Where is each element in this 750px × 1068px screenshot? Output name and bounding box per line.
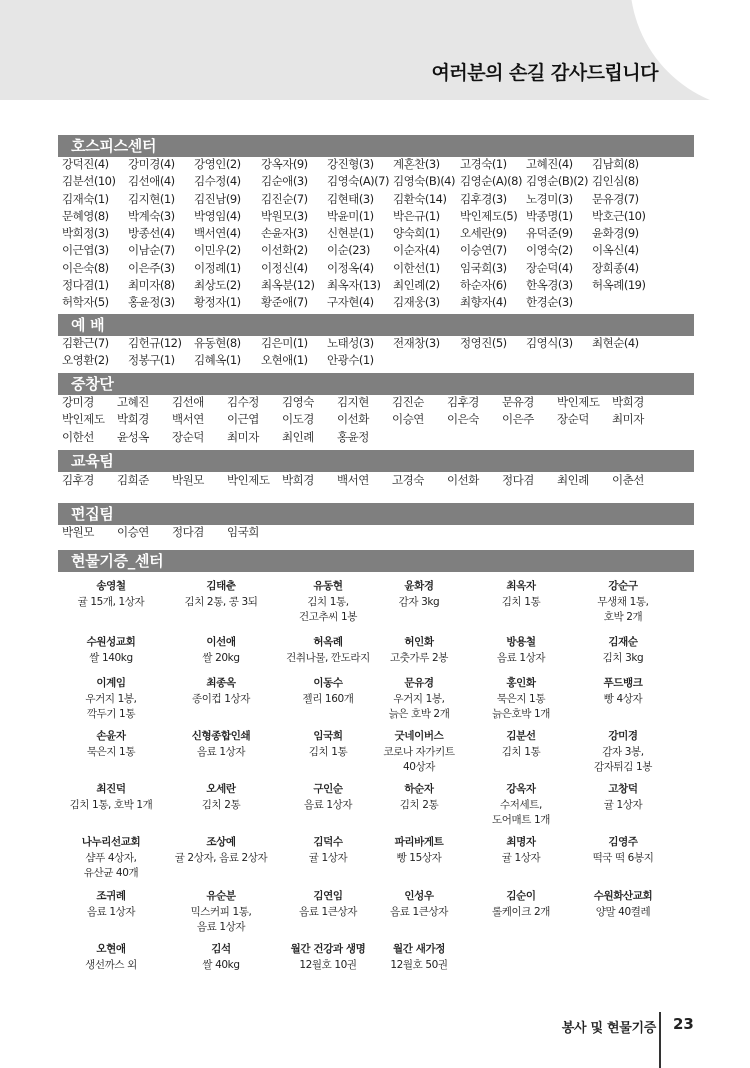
- donor-name: 강순구: [608, 580, 638, 592]
- volunteer-entry: 이선화(2): [261, 243, 308, 258]
- donor-item: 귤 1상자: [501, 851, 541, 864]
- donor-item: 감자 3봉,: [602, 745, 644, 758]
- donor-name: 허인화: [404, 636, 434, 648]
- donor-item: 귤 1상자: [308, 851, 348, 864]
- donor-name: 파리바게트: [394, 836, 444, 848]
- donor-item: 믹스커피 1통,: [190, 905, 252, 918]
- volunteer-entry: 윤화경(9): [592, 226, 639, 241]
- donor-item: 40상자: [402, 761, 436, 773]
- volunteer-entry: 박희경: [117, 412, 149, 427]
- donor-entry: [464, 835, 578, 866]
- page-number: 23: [673, 1015, 694, 1033]
- volunteer-entry: 박은규(1): [393, 208, 440, 223]
- volunteer-entry: 최미자: [227, 429, 259, 444]
- donor-item: 양말 40켤레: [595, 905, 651, 918]
- volunteer-entry: 허학자(5): [62, 295, 109, 310]
- donor-entry: [164, 579, 278, 610]
- volunteer-entry: 김헌규(12): [128, 336, 182, 350]
- header-corner-shape: [630, 0, 750, 100]
- donor-item: 김치 2통: [201, 798, 241, 811]
- donor-name: 김분선: [506, 730, 536, 742]
- donor-name: 임국희: [313, 730, 343, 742]
- volunteer-entry: 오영환(2): [62, 353, 109, 368]
- volunteer-entry: 홍윤정: [337, 429, 369, 444]
- volunteer-entry: 유덕준(9): [526, 226, 573, 241]
- donor-name: 이선애: [206, 636, 236, 648]
- donor-entry: [54, 635, 168, 666]
- donor-item: 김치 1통,: [307, 595, 349, 608]
- volunteer-entry: 손윤자(3): [261, 226, 308, 241]
- volunteer-entry: 이승연: [392, 412, 424, 427]
- donor-item: 빵 4상자: [603, 692, 643, 705]
- donor-name: 고창덕: [608, 783, 638, 795]
- donor-item: 김치 3kg: [602, 651, 644, 664]
- volunteer-entry: 최옥자(13): [327, 278, 381, 293]
- donor-item: 귤 1상자: [603, 798, 643, 811]
- volunteer-entry: 이영숙(2): [526, 243, 573, 258]
- donor-name: 나누리선교회: [81, 836, 141, 848]
- donor-item: 음료 1큰상자: [390, 905, 448, 918]
- donor-entry: [566, 889, 680, 920]
- donor-name: 유순분: [206, 890, 236, 902]
- volunteer-entry: 최인례(2): [393, 278, 440, 293]
- volunteer-entry: 박종명(1): [526, 208, 573, 223]
- donor-entry: [54, 676, 168, 723]
- volunteer-entry: 노경미(3): [526, 191, 573, 206]
- donor-item: 음료 1상자: [496, 651, 546, 664]
- donor-entry: [164, 676, 278, 707]
- donor-name: 김연임: [313, 890, 343, 902]
- volunteer-entry: 임국희: [227, 525, 259, 539]
- volunteer-entry: 김수정: [227, 395, 259, 409]
- donor-item: 귤 15개, 1상자: [77, 595, 145, 608]
- volunteer-entry: 문유경(7): [592, 191, 639, 206]
- donor-item: 빵 15상자: [396, 851, 442, 864]
- donor-name: 문유경: [404, 677, 434, 689]
- donor-entry: [362, 676, 476, 723]
- volunteer-entry: 구자현(4): [327, 295, 374, 310]
- donor-name: 최명자: [506, 836, 536, 848]
- volunteer-entry: 이순(23): [327, 243, 370, 258]
- donor-item: 12월호 10권: [299, 958, 357, 971]
- donor-entry: [164, 782, 278, 813]
- donor-item: 수저세트,: [500, 798, 542, 811]
- donor-entry: [362, 729, 476, 776]
- donor-item: 쌀 40kg: [202, 958, 240, 971]
- volunteer-entry: 최현순(4): [592, 336, 639, 350]
- donor-name: 김영주: [608, 836, 638, 848]
- volunteer-entry: 방종선(4): [128, 226, 175, 241]
- donor-item: 김치 1통: [308, 745, 348, 758]
- donor-entry: [54, 729, 168, 760]
- volunteer-entry: 강덕진(4): [62, 157, 109, 171]
- donor-item: 귤 2상자, 음료 2상자: [174, 851, 268, 864]
- donor-item: 생선까스 외: [85, 958, 137, 971]
- donor-name: 윤화경: [404, 580, 434, 592]
- volunteer-entry: 박희경: [282, 473, 314, 487]
- volunteer-entry: 강미경: [62, 395, 94, 409]
- volunteer-entry: 장순덕(4): [526, 260, 573, 275]
- volunteer-entry: 이선화: [447, 473, 479, 487]
- volunteer-entry: 양숙희(1): [393, 226, 440, 241]
- donor-item: 김치 2통: [399, 798, 439, 811]
- volunteer-entry: 문혜영(8): [62, 208, 109, 223]
- donor-name: 신형종합인쇄: [191, 730, 251, 742]
- volunteer-entry: 김영숙(B)(4): [393, 174, 455, 189]
- donor-item: 김치 1통: [501, 745, 541, 758]
- donor-entry: [54, 942, 168, 973]
- volunteer-entry: 정다겸: [172, 525, 204, 539]
- volunteer-entry: 김수정(4): [194, 174, 241, 189]
- volunteer-entry: 정다겸(1): [62, 278, 109, 293]
- donor-entry: [164, 889, 278, 936]
- donor-item: 샴푸 4상자,: [85, 851, 137, 864]
- volunteer-entry: 고혜진(4): [526, 157, 573, 171]
- donor-entry: [566, 676, 680, 707]
- volunteer-entry: 홍윤정(3): [128, 295, 175, 310]
- volunteer-entry: 오현애(1): [261, 353, 308, 368]
- volunteer-entry: 이춘선: [612, 473, 644, 487]
- donor-name: 월간 건강과 생명: [290, 943, 366, 955]
- donor-name: 인성우: [404, 890, 434, 902]
- volunteer-entry: 최상도(2): [194, 278, 241, 293]
- volunteer-entry: 김영순(B)(2): [526, 174, 588, 189]
- donor-item: 우거지 1봉,: [393, 692, 445, 705]
- donor-entry: [362, 889, 476, 920]
- section-header-editing: 편집팀: [58, 503, 694, 525]
- donor-name: 김덕수: [313, 836, 343, 848]
- volunteer-entry: 김후경: [62, 473, 94, 487]
- volunteer-entry: 박인제도: [62, 412, 105, 427]
- donor-item: 우거지 1봉,: [85, 692, 137, 705]
- volunteer-entry: 이한선(1): [393, 260, 440, 275]
- donor-item: 김치 1통, 호박 1개: [69, 798, 153, 811]
- volunteer-entry: 장희종(4): [592, 260, 639, 275]
- volunteer-entry: 정봉구(1): [128, 353, 175, 368]
- volunteer-entry: 강진형(3): [327, 157, 374, 171]
- section-header-hospice: 호스피스센터: [58, 135, 694, 157]
- volunteer-entry: 박영임(4): [194, 208, 241, 223]
- donor-item: 음료 1상자: [196, 921, 246, 933]
- volunteer-entry: 고경숙: [392, 473, 424, 487]
- donor-entry: [464, 635, 578, 666]
- volunteer-entry: 박윤미(1): [327, 208, 374, 223]
- donor-name: 이계임: [96, 677, 126, 689]
- volunteer-entry: 최미자: [612, 412, 644, 427]
- donor-item: 무생채 1통,: [597, 595, 649, 608]
- volunteer-entry: 최옥분(12): [261, 278, 315, 293]
- donor-item: 건취나물, 깐도라지: [286, 651, 370, 664]
- volunteer-entry: 한경순(3): [526, 295, 573, 310]
- volunteer-entry: 이승연(7): [460, 243, 507, 258]
- donor-name: 김순이: [506, 890, 536, 902]
- volunteer-entry: 박인제도(5): [460, 208, 518, 223]
- volunteer-entry: 김선애: [172, 395, 204, 409]
- volunteer-entry: 김영숙: [282, 395, 314, 409]
- volunteer-entry: 박호근(10): [592, 208, 646, 223]
- donor-name: 최옥자: [506, 580, 536, 592]
- volunteer-entry: 오세란(9): [460, 226, 507, 241]
- volunteer-entry: 박원모(3): [261, 208, 308, 223]
- donor-item: 유산균 40개: [83, 867, 139, 879]
- volunteer-entry: 이한선: [62, 429, 94, 444]
- donor-entry: [362, 942, 476, 973]
- donor-name: 이동수: [313, 677, 343, 689]
- donor-name: 손윤자: [96, 730, 126, 742]
- volunteer-entry: 김현태(3): [327, 191, 374, 206]
- volunteer-entry: 전재창(3): [393, 336, 440, 350]
- volunteer-entry: 신현분(1): [327, 226, 374, 241]
- donor-item: 늙은 호박 2개: [388, 708, 450, 720]
- volunteer-entry: 김영식(3): [526, 336, 573, 350]
- volunteer-entry: 김분선(10): [62, 174, 116, 189]
- section-header-goods: 현물기증_센터: [58, 550, 694, 572]
- volunteer-entry: 이민우(2): [194, 243, 241, 258]
- donor-entry: [362, 835, 476, 866]
- donor-entry: [54, 782, 168, 813]
- volunteer-entry: 김인심(8): [592, 174, 639, 189]
- volunteer-entry: 김혜옥(1): [194, 353, 241, 368]
- volunteer-entry: 장순덕: [172, 429, 204, 444]
- volunteer-entry: 이근엽(3): [62, 243, 109, 258]
- donor-entry: [566, 635, 680, 666]
- donor-entry: [164, 635, 278, 666]
- volunteer-entry: 이승연: [117, 525, 149, 539]
- volunteer-entry: 박희정(3): [62, 226, 109, 241]
- volunteer-entry: 황정자(1): [194, 295, 241, 310]
- volunteer-entry: 김후경(3): [460, 191, 507, 206]
- donor-name: 수원성교회: [86, 636, 136, 648]
- donor-entry: [54, 579, 168, 610]
- volunteer-entry: 김후경: [447, 395, 479, 409]
- volunteer-entry: 김은미(1): [261, 336, 308, 350]
- donor-name: 최종옥: [206, 677, 236, 689]
- donor-item: 종이컵 1상자: [192, 692, 250, 705]
- volunteer-entry: 김희준: [117, 473, 149, 487]
- donor-entry: [566, 579, 680, 626]
- volunteer-entry: 박희경: [612, 395, 644, 409]
- section-header-worship: 예 배: [58, 314, 694, 336]
- donor-entry: [566, 835, 680, 866]
- volunteer-entry: 안광수(1): [327, 353, 374, 368]
- donor-item: 롤케이크 2개: [492, 905, 550, 918]
- volunteer-entry: 이옥신(4): [592, 243, 639, 258]
- donor-name: 조상예: [206, 836, 236, 848]
- donor-entry: [54, 835, 168, 882]
- volunteer-entry: 이선화: [337, 412, 369, 427]
- page-header: [0, 0, 750, 100]
- volunteer-entry: 박원모: [172, 473, 204, 487]
- donor-name: 강옥자: [506, 783, 536, 795]
- volunteer-entry: 백서연(4): [194, 226, 241, 241]
- donor-item: 음료 1상자: [196, 745, 246, 758]
- donor-entry: [566, 729, 680, 776]
- donor-name: 김석: [211, 943, 231, 955]
- volunteer-entry: 이은주(3): [128, 260, 175, 275]
- donor-item: 묵은지 1통: [86, 745, 136, 758]
- volunteer-entry: 이은숙(8): [62, 260, 109, 275]
- volunteer-entry: 정영진(5): [460, 336, 507, 350]
- volunteer-entry: 윤성옥: [117, 429, 149, 444]
- volunteer-entry: 김재숙(1): [62, 191, 109, 206]
- donor-item: 떡국 떡 6봉지: [592, 851, 654, 864]
- donor-name: 김재순: [608, 636, 638, 648]
- volunteer-entry: 김환근(7): [62, 336, 109, 350]
- volunteer-entry: 이은숙: [447, 412, 479, 427]
- donor-item: 12월호 50권: [390, 958, 448, 971]
- volunteer-entry: 강미경(4): [128, 157, 175, 171]
- volunteer-entry: 김진순(7): [261, 191, 308, 206]
- page-edge-line: [659, 1032, 661, 1068]
- footer-label: 봉사 및 현물기증: [561, 1021, 656, 1036]
- volunteer-entry: 김지현: [337, 395, 369, 409]
- volunteer-entry: 이정례(1): [194, 260, 241, 275]
- donor-name: 송영철: [96, 580, 126, 592]
- donor-entry: [362, 635, 476, 666]
- volunteer-entry: 백서연: [337, 473, 369, 487]
- volunteer-entry: 최인례: [282, 429, 314, 444]
- donor-item: 김치 2통, 콩 3되: [184, 595, 258, 608]
- donor-name: 오현애: [96, 943, 126, 955]
- volunteer-entry: 김환숙(14): [393, 191, 447, 206]
- donor-entry: [464, 729, 578, 760]
- volunteer-entry: 김진남(9): [194, 191, 241, 206]
- donor-entry: [54, 889, 168, 920]
- donor-item: 김치 1통: [501, 595, 541, 608]
- volunteer-entry: 이순자(4): [393, 243, 440, 258]
- volunteer-entry: 박원모: [62, 525, 94, 539]
- donor-name: 김태춘: [206, 580, 236, 592]
- donor-item: 음료 1큰상자: [299, 905, 357, 918]
- volunteer-entry: 계혼찬(3): [393, 157, 440, 171]
- donor-entry: [464, 782, 578, 829]
- donor-entry: [164, 942, 278, 973]
- donor-name: 구인순: [313, 783, 343, 795]
- volunteer-entry: 한옥경(3): [526, 278, 573, 293]
- donor-entry: [164, 729, 278, 760]
- volunteer-entry: 이정옥(4): [327, 260, 374, 275]
- donor-item: 깍두기 1통: [86, 708, 136, 720]
- volunteer-entry: 박인제도: [557, 395, 600, 409]
- donor-item: 건고추씨 1봉: [299, 611, 357, 623]
- donor-name: 월간 새가정: [393, 943, 445, 955]
- donor-item: 도어매트 1개: [492, 814, 550, 826]
- donor-item: 코로나 자가키트: [383, 745, 455, 758]
- volunteer-entry: 노태성(3): [327, 336, 374, 350]
- volunteer-entry: 이근엽: [227, 412, 259, 427]
- page-title: 여러분의 손길 감사드립니다: [431, 62, 658, 84]
- volunteer-entry: 김영숙(A)(7): [327, 174, 389, 189]
- donor-name: 방용철: [506, 636, 536, 648]
- donor-item: 쌀 20kg: [202, 651, 240, 664]
- donor-name: 허옥례: [313, 636, 343, 648]
- donor-name: 수원화산교회: [593, 890, 653, 902]
- volunteer-entry: 김진순: [392, 395, 424, 409]
- donor-item: 쌀 140kg: [89, 651, 133, 664]
- volunteer-entry: 황준애(7): [261, 295, 308, 310]
- volunteer-entry: 고경숙(1): [460, 157, 507, 171]
- donor-item: 고춧가루 2봉: [390, 651, 448, 664]
- donor-name: 최진덕: [96, 783, 126, 795]
- volunteer-entry: 고혜진: [117, 395, 149, 409]
- volunteer-entry: 김순애(3): [261, 174, 308, 189]
- donor-name: 조귀례: [96, 890, 126, 902]
- donor-item: 음료 1상자: [303, 798, 353, 811]
- donor-item: 젤리 160개: [302, 692, 354, 705]
- donor-item: 감자 3kg: [398, 595, 440, 608]
- volunteer-entry: 최미자(8): [128, 278, 175, 293]
- donor-name: 유동현: [313, 580, 343, 592]
- donor-item: 호박 2개: [603, 611, 643, 623]
- volunteer-entry: 강옥자(9): [261, 157, 308, 171]
- donor-entry: [362, 579, 476, 610]
- volunteer-entry: 박인제도: [227, 473, 270, 487]
- volunteer-entry: 유동현(8): [194, 336, 241, 350]
- donor-item: 늙은호박 1개: [492, 708, 550, 720]
- volunteer-entry: 박계숙(3): [128, 208, 175, 223]
- volunteer-entry: 강영인(2): [194, 157, 241, 171]
- donor-entry: [464, 579, 578, 610]
- volunteer-entry: 장순덕: [557, 412, 589, 427]
- donor-entry: [362, 782, 476, 813]
- donor-name: 오세란: [206, 783, 236, 795]
- volunteer-entry: 이은주: [502, 412, 534, 427]
- volunteer-entry: 김지현(1): [128, 191, 175, 206]
- volunteer-entry: 허옥례(19): [592, 278, 646, 293]
- donor-name: 홍인화: [506, 677, 536, 689]
- donor-name: 강미경: [608, 730, 638, 742]
- volunteer-entry: 문유경: [502, 395, 534, 409]
- section-header-education: 교육팀: [58, 450, 694, 472]
- volunteer-entry: 최향자(4): [460, 295, 507, 310]
- donor-name: 푸드뱅크: [603, 677, 643, 689]
- donor-item: 묵은지 1통: [496, 692, 546, 705]
- donor-name: 하순자: [404, 783, 434, 795]
- volunteer-entry: 최인례: [557, 473, 589, 487]
- donor-item: 음료 1상자: [86, 905, 136, 918]
- volunteer-entry: 임국희(3): [460, 260, 507, 275]
- volunteer-entry: 이정신(4): [261, 260, 308, 275]
- donor-item: 감자튀김 1봉: [594, 761, 652, 773]
- donor-entry: [164, 835, 278, 866]
- volunteer-entry: 이도경: [282, 412, 314, 427]
- volunteer-entry: 정다겸: [502, 473, 534, 487]
- donor-entry: [464, 889, 578, 920]
- volunteer-entry: 이남순(7): [128, 243, 175, 258]
- section-header-intercession: 중창단: [58, 373, 694, 395]
- volunteer-entry: 하순자(6): [460, 278, 507, 293]
- volunteer-entry: 김재웅(3): [393, 295, 440, 310]
- footer-divider: [659, 1012, 661, 1032]
- donor-name: 굿네이버스: [394, 730, 444, 742]
- donor-entry: [464, 676, 578, 723]
- volunteer-entry: 김영순(A)(8): [460, 174, 522, 189]
- donor-entry: [566, 782, 680, 813]
- volunteer-entry: 김선애(4): [128, 174, 175, 189]
- volunteer-entry: 백서연: [172, 412, 204, 427]
- volunteer-entry: 김남희(8): [592, 157, 639, 171]
